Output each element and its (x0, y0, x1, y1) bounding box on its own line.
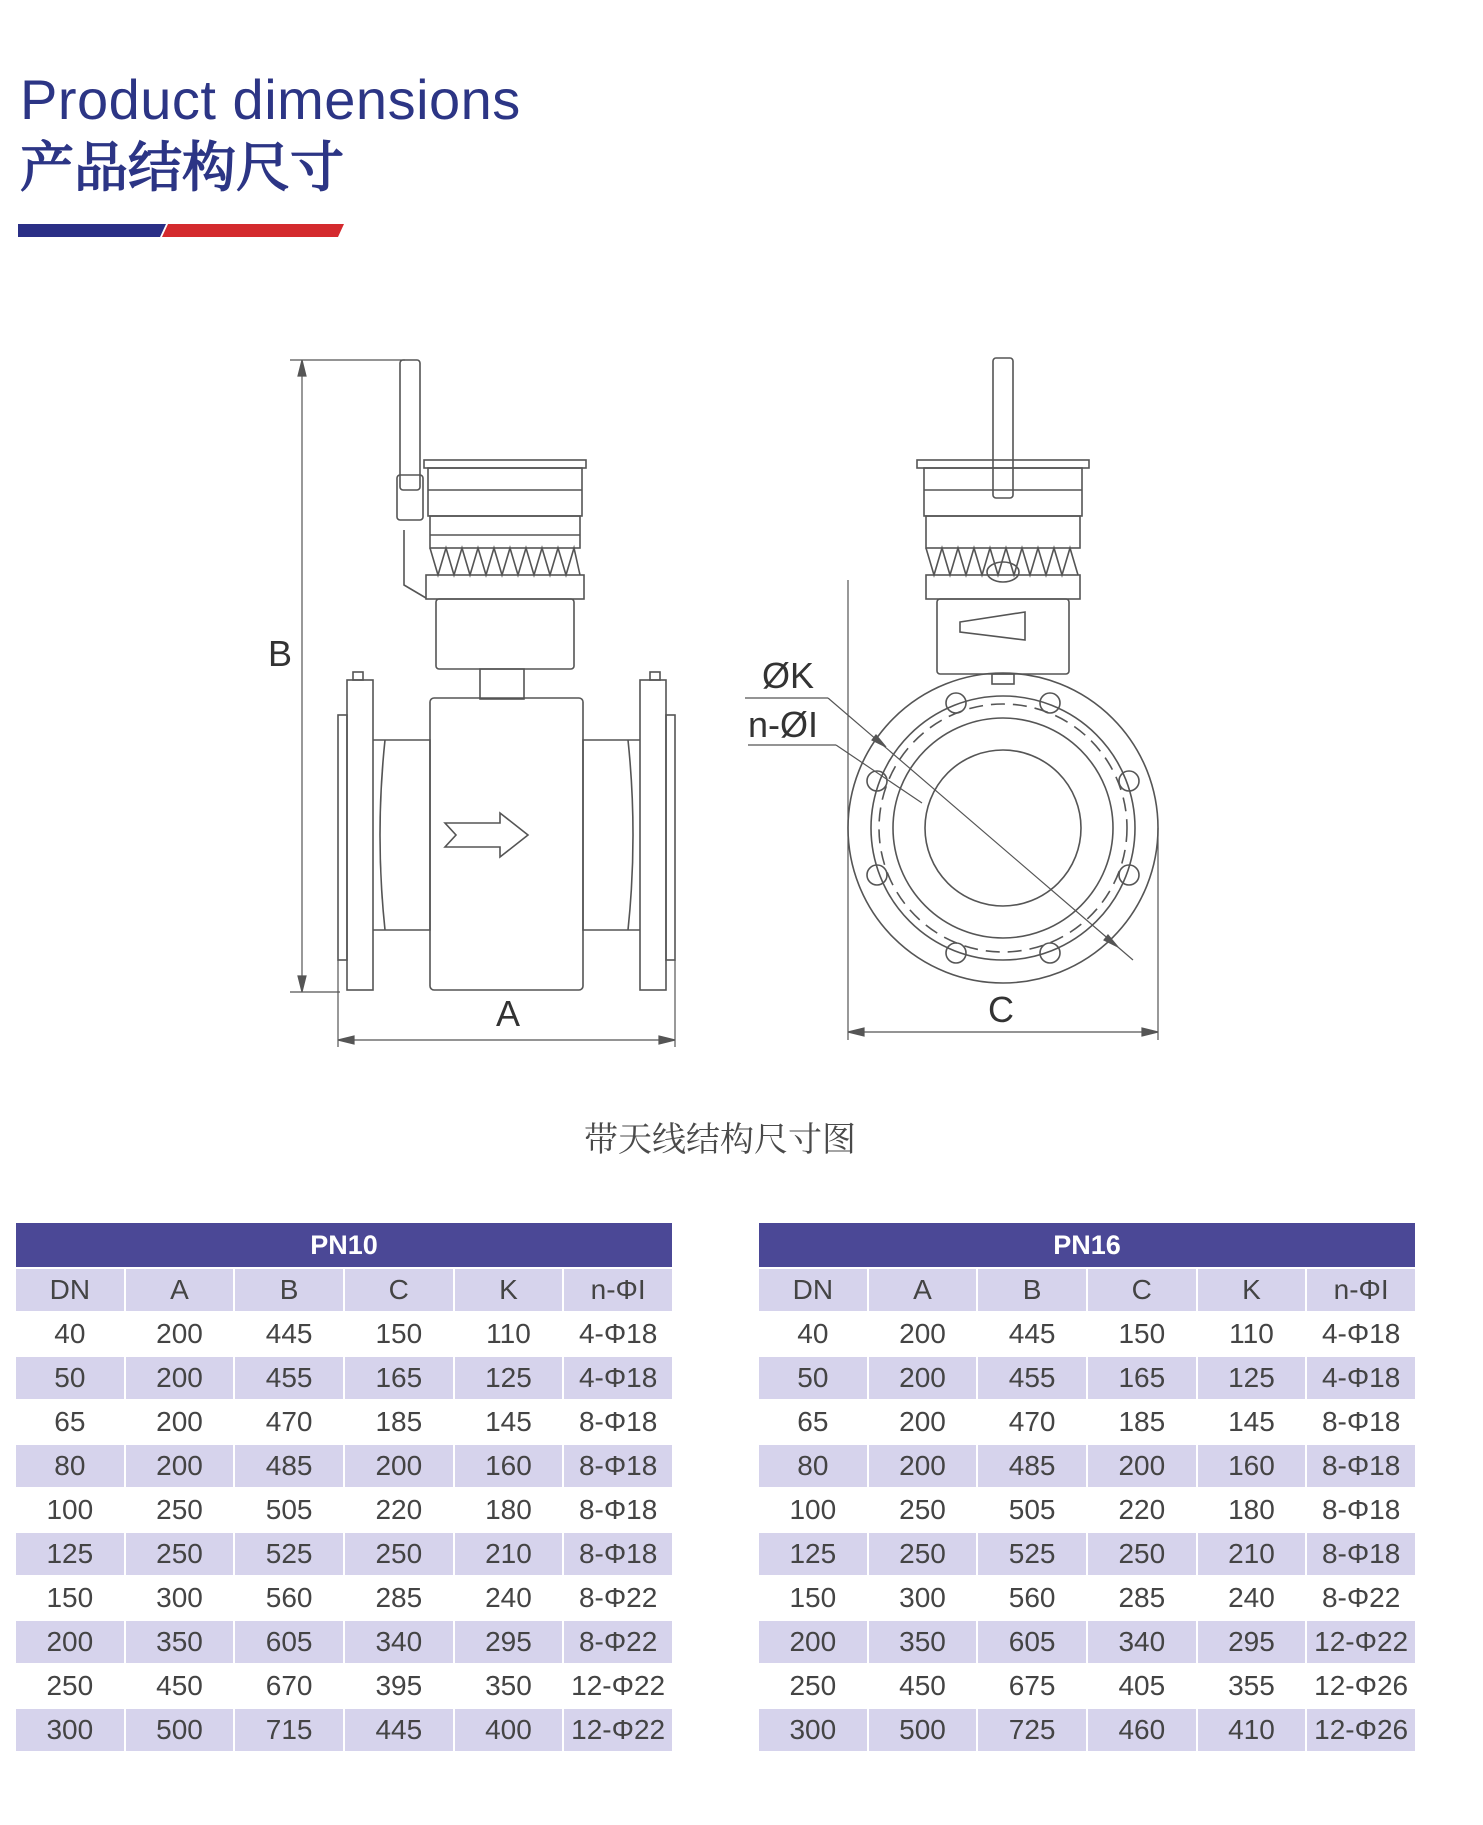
dimension-lines-front (745, 580, 1158, 1040)
table-cell: 500 (126, 1709, 234, 1751)
table-cell: 180 (455, 1489, 563, 1531)
table-cell: 445 (345, 1709, 453, 1751)
table-row (759, 1577, 1415, 1619)
table-cell: 350 (455, 1665, 563, 1707)
table-cell: 410 (1198, 1709, 1306, 1751)
table-row (16, 1401, 672, 1443)
table-cell: 455 (235, 1357, 343, 1399)
dimension-drawing (0, 340, 1483, 1080)
column-header: C (345, 1269, 453, 1311)
table-cell: 295 (1198, 1621, 1306, 1663)
table-cell: 470 (978, 1401, 1086, 1443)
table-cell: 160 (455, 1445, 563, 1487)
table-cell: 200 (869, 1401, 977, 1443)
table-cell: 340 (1088, 1621, 1196, 1663)
flange-front (848, 673, 1158, 983)
dimension-label-c: C (988, 989, 1014, 1030)
spec-table-pn16 (757, 1221, 1417, 1753)
table-cell: 340 (345, 1621, 453, 1663)
table-cell: 160 (1198, 1445, 1306, 1487)
table-cell: 110 (455, 1313, 563, 1355)
table-cell: 200 (126, 1357, 234, 1399)
table-cell: 405 (1088, 1665, 1196, 1707)
table-cell: 8-Φ18 (564, 1489, 672, 1531)
table-cell: 8-Φ18 (1307, 1401, 1415, 1443)
table-cell: 200 (126, 1313, 234, 1355)
table-cell: 200 (16, 1621, 124, 1663)
table-cell: 50 (759, 1357, 867, 1399)
table-cell: 165 (345, 1357, 453, 1399)
table-title: PN10 (16, 1223, 672, 1267)
table-cell: 65 (16, 1401, 124, 1443)
table-cell: 605 (978, 1621, 1086, 1663)
table-cell: 200 (759, 1621, 867, 1663)
column-header: A (126, 1269, 234, 1311)
table-cell: 12-Φ26 (1307, 1665, 1415, 1707)
table-row (759, 1489, 1415, 1531)
table-cell: 470 (235, 1401, 343, 1443)
table-cell: 220 (1088, 1489, 1196, 1531)
table-cell: 4-Φ18 (564, 1357, 672, 1399)
table-cell: 150 (759, 1577, 867, 1619)
table-cell: 200 (869, 1445, 977, 1487)
table-cell: 240 (455, 1577, 563, 1619)
table-cell: 605 (235, 1621, 343, 1663)
table-cell: 250 (16, 1665, 124, 1707)
table-row (759, 1533, 1415, 1575)
column-header: n-ΦI (564, 1269, 672, 1311)
table-cell: 220 (345, 1489, 453, 1531)
table-cell: 8-Φ18 (564, 1533, 672, 1575)
table-cell: 300 (759, 1709, 867, 1751)
meter-body-side (338, 672, 675, 990)
antenna (400, 360, 420, 490)
table-cell: 185 (345, 1401, 453, 1443)
table-cell: 525 (235, 1533, 343, 1575)
table-row (16, 1357, 672, 1399)
column-header: n-ΦI (1307, 1269, 1415, 1311)
table-cell: 8-Φ18 (1307, 1445, 1415, 1487)
table-cell: 200 (869, 1313, 977, 1355)
table-cell: 250 (869, 1489, 977, 1531)
converter-head-front (917, 460, 1089, 684)
table-row (16, 1489, 672, 1531)
table-cell: 40 (759, 1313, 867, 1355)
drawing-caption: 带天线结构尺寸图 (584, 1120, 856, 1160)
table-cell: 485 (235, 1445, 343, 1487)
table-row (16, 1709, 672, 1751)
table-cell: 460 (1088, 1709, 1196, 1751)
table-cell: 450 (869, 1665, 977, 1707)
table-cell: 180 (1198, 1489, 1306, 1531)
antenna-connector (397, 475, 423, 520)
table-cell: 80 (759, 1445, 867, 1487)
table-cell: 150 (1088, 1313, 1196, 1355)
table-cell: 125 (1198, 1357, 1306, 1399)
table-row (759, 1621, 1415, 1663)
table-cell: 350 (126, 1621, 234, 1663)
table-cell: 8-Φ18 (564, 1445, 672, 1487)
table-cell: 715 (235, 1709, 343, 1751)
table-row (16, 1665, 672, 1707)
column-header: DN (16, 1269, 124, 1311)
table-cell: 200 (126, 1401, 234, 1443)
page-title-english: Product dimensions (20, 68, 521, 131)
table-cell: 500 (869, 1709, 977, 1751)
table-cell: 50 (16, 1357, 124, 1399)
title-accent-bar (18, 224, 344, 237)
table-cell: 450 (126, 1665, 234, 1707)
table-title: PN16 (759, 1223, 1415, 1267)
table-row (759, 1445, 1415, 1487)
table-cell: 300 (16, 1709, 124, 1751)
table-header-row (16, 1269, 672, 1311)
table-cell: 725 (978, 1709, 1086, 1751)
column-header: DN (759, 1269, 867, 1311)
column-header: K (1198, 1269, 1306, 1311)
table-cell: 445 (978, 1313, 1086, 1355)
table-row (759, 1401, 1415, 1443)
table-row (759, 1665, 1415, 1707)
accent-bar-blue (18, 224, 166, 237)
table-cell: 300 (126, 1577, 234, 1619)
table-cell: 4-Φ18 (564, 1313, 672, 1355)
table-row (16, 1577, 672, 1619)
dimension-label-b: B (268, 633, 293, 674)
table-cell: 65 (759, 1401, 867, 1443)
table-row (759, 1357, 1415, 1399)
table-cell: 165 (1088, 1357, 1196, 1399)
table-cell: 12-Φ22 (564, 1709, 672, 1751)
table-cell: 4-Φ18 (1307, 1313, 1415, 1355)
table-cell: 12-Φ22 (564, 1665, 672, 1707)
table-cell: 12-Φ22 (1307, 1621, 1415, 1663)
table-cell: 8-Φ22 (564, 1621, 672, 1663)
table-cell: 110 (1198, 1313, 1306, 1355)
table-cell: 8-Φ18 (1307, 1533, 1415, 1575)
converter-head (404, 460, 586, 699)
table-cell: 250 (126, 1533, 234, 1575)
table-cell: 145 (455, 1401, 563, 1443)
table-cell: 300 (869, 1577, 977, 1619)
column-header: A (869, 1269, 977, 1311)
table-cell: 200 (869, 1357, 977, 1399)
table-cell: 12-Φ26 (1307, 1709, 1415, 1751)
table-header-row (759, 1269, 1415, 1311)
table-row (16, 1313, 672, 1355)
dimension-label-k: ØK (762, 655, 815, 696)
table-cell: 400 (455, 1709, 563, 1751)
table-row (16, 1533, 672, 1575)
dimension-label-n-holes: n-ØI (748, 704, 819, 745)
table-cell: 560 (978, 1577, 1086, 1619)
table-cell: 150 (16, 1577, 124, 1619)
table-cell: 505 (978, 1489, 1086, 1531)
column-header: B (235, 1269, 343, 1311)
accent-bar-red (162, 224, 344, 237)
table-cell: 8-Φ18 (1307, 1489, 1415, 1531)
table-cell: 395 (345, 1665, 453, 1707)
table-cell: 250 (759, 1665, 867, 1707)
table-row (759, 1313, 1415, 1355)
column-header: K (455, 1269, 563, 1311)
table-cell: 8-Φ22 (564, 1577, 672, 1619)
table-cell: 150 (345, 1313, 453, 1355)
table-row (759, 1709, 1415, 1751)
table-cell: 125 (759, 1533, 867, 1575)
table-cell: 295 (455, 1621, 563, 1663)
table-cell: 560 (235, 1577, 343, 1619)
table-row (16, 1445, 672, 1487)
table-cell: 250 (126, 1489, 234, 1531)
table-cell: 40 (16, 1313, 124, 1355)
table-cell: 125 (16, 1533, 124, 1575)
table-cell: 100 (759, 1489, 867, 1531)
table-cell: 505 (235, 1489, 343, 1531)
spec-table-pn10 (14, 1221, 674, 1753)
column-header: C (1088, 1269, 1196, 1311)
table-cell: 485 (978, 1445, 1086, 1487)
table-cell: 675 (978, 1665, 1086, 1707)
table-cell: 100 (16, 1489, 124, 1531)
table-cell: 670 (235, 1665, 343, 1707)
dimension-label-a: A (496, 993, 521, 1034)
table-cell: 8-Φ22 (1307, 1577, 1415, 1619)
table-cell: 285 (1088, 1577, 1196, 1619)
table-cell: 285 (345, 1577, 453, 1619)
table-cell: 125 (455, 1357, 563, 1399)
front-view (745, 358, 1158, 1040)
table-cell: 250 (1088, 1533, 1196, 1575)
table-row (16, 1621, 672, 1663)
table-cell: 525 (978, 1533, 1086, 1575)
table-cell: 250 (345, 1533, 453, 1575)
antenna-front (993, 358, 1013, 498)
table-cell: 8-Φ18 (564, 1401, 672, 1443)
table-cell: 4-Φ18 (1307, 1357, 1415, 1399)
table-cell: 145 (1198, 1401, 1306, 1443)
table-cell: 200 (126, 1445, 234, 1487)
table-cell: 350 (869, 1621, 977, 1663)
table-cell: 445 (235, 1313, 343, 1355)
table-cell: 210 (455, 1533, 563, 1575)
table-cell: 200 (345, 1445, 453, 1487)
table-cell: 80 (16, 1445, 124, 1487)
table-cell: 250 (869, 1533, 977, 1575)
side-view (290, 360, 675, 1047)
column-header: B (978, 1269, 1086, 1311)
table-cell: 200 (1088, 1445, 1196, 1487)
table-cell: 185 (1088, 1401, 1196, 1443)
table-cell: 355 (1198, 1665, 1306, 1707)
table-cell: 210 (1198, 1533, 1306, 1575)
table-cell: 455 (978, 1357, 1086, 1399)
page-title-chinese: 产品结构尺寸 (20, 136, 344, 199)
table-cell: 240 (1198, 1577, 1306, 1619)
